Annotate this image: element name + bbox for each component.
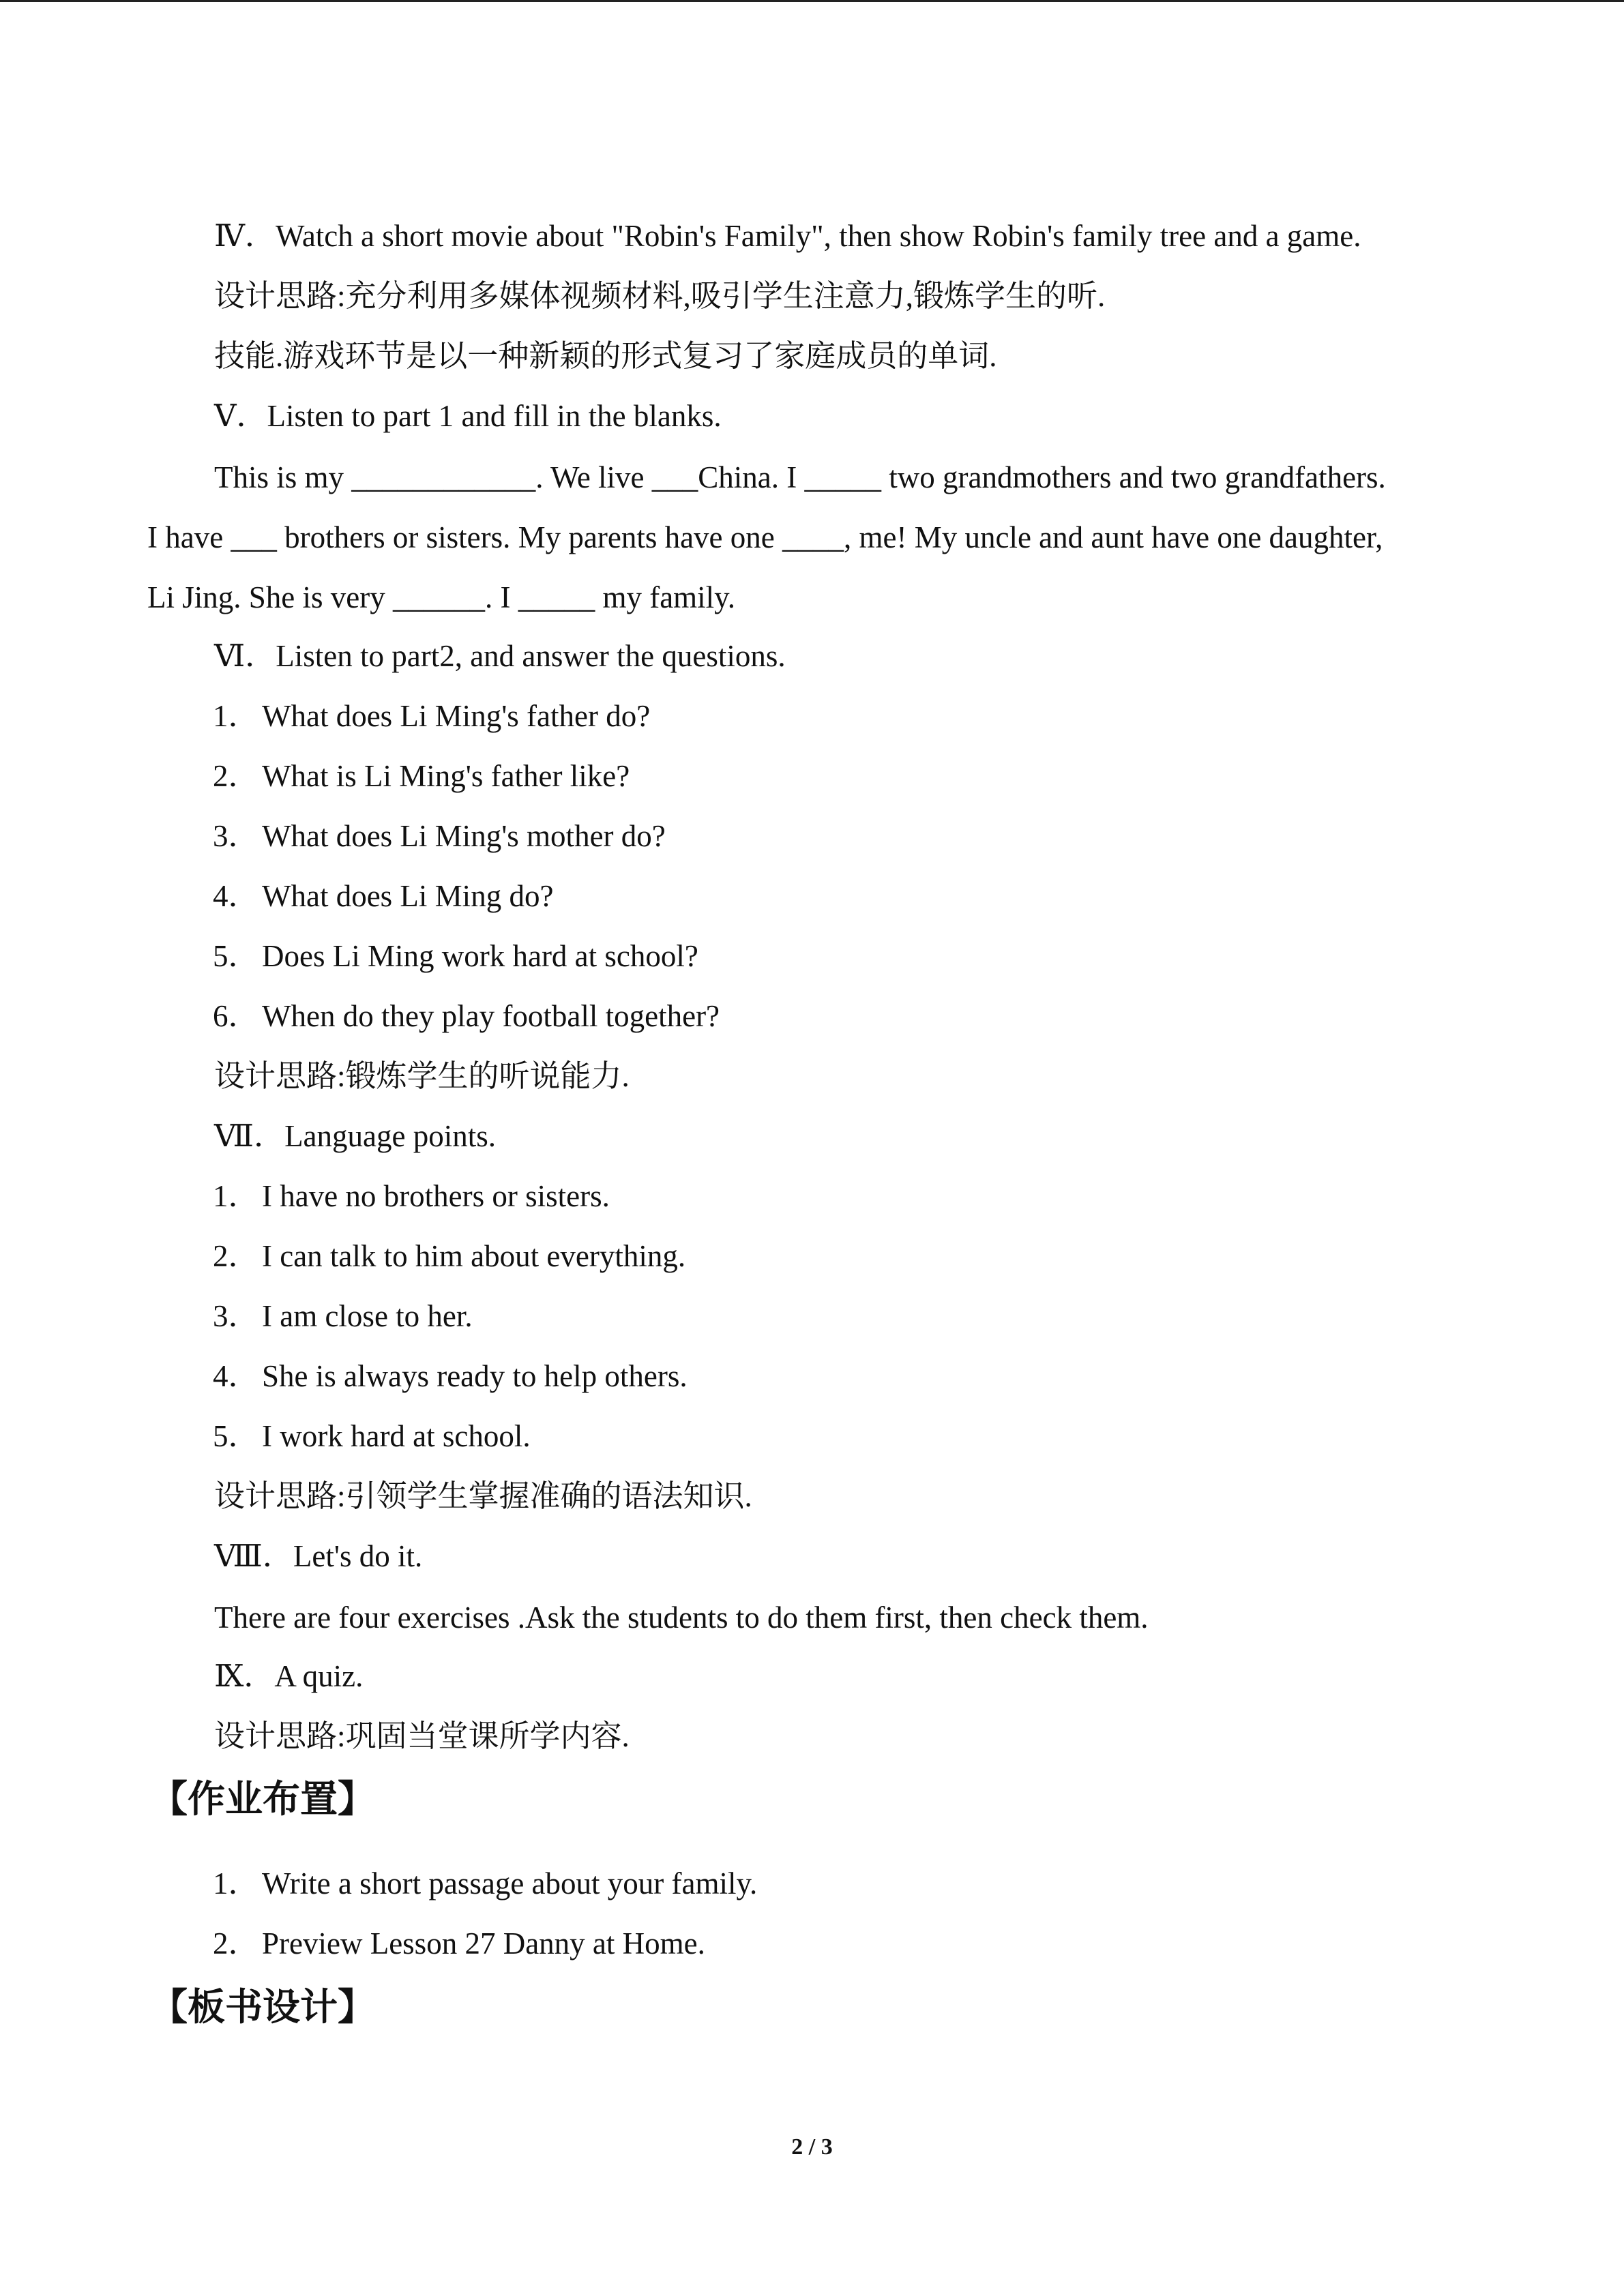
step-vi: Ⅵ．Listen to part2, and answer the questions.	[214, 639, 786, 673]
language-point-item: 1．I have no brothers or sisters.	[213, 1179, 610, 1213]
language-point-item: 4．She is always ready to help others.	[213, 1359, 688, 1393]
step-viii: Ⅷ．Let's do it.	[214, 1539, 423, 1573]
design-note-3: 设计思路:引领学生掌握准确的语法知识.	[214, 1479, 752, 1513]
homework-item: 1．Write a short passage about your family.	[213, 1866, 758, 1900]
design-note-4: 设计思路:巩固当堂课所学内容.	[214, 1719, 630, 1753]
fill-blank-line-3: Li Jing. She is very ______. I _____ my family.	[147, 580, 736, 614]
language-point-item: 5．I work hard at school.	[213, 1419, 531, 1453]
language-point-item: 3．I am close to her.	[213, 1299, 473, 1333]
board-design-heading: 【板书设计】	[150, 1985, 376, 2029]
question-item: 3．What does Li Ming's mother do?	[213, 819, 666, 853]
design-note-2: 设计思路:锻炼学生的听说能力.	[214, 1059, 630, 1093]
design-note-1-cont: 技能.游戏环节是以一种新颖的形式复习了家庭成员的单词.	[214, 339, 997, 373]
step-ix: Ⅸ．A quiz.	[214, 1659, 364, 1693]
exercise-instruction: There are four exercises .Ask the students to do them first, then check them.	[214, 1600, 1149, 1635]
step-v: Ⅴ．Listen to part 1 and fill in the blanks.	[214, 399, 722, 433]
question-item: 5．Does Li Ming work hard at school?	[213, 939, 698, 973]
homework-heading: 【作业布置】	[150, 1777, 376, 1821]
homework-item: 2．Preview Lesson 27 Danny at Home.	[213, 1926, 705, 1960]
language-point-item: 2．I can talk to him about everything.	[213, 1239, 686, 1273]
page-number: 2 / 3	[791, 2134, 833, 2160]
fill-blank-line-2: I have ___ brothers or sisters. My parents have one ____, me! My uncle and aunt have one daughter,	[147, 520, 1383, 554]
question-item: 1．What does Li Ming's father do?	[213, 699, 651, 733]
design-note-1: 设计思路:充分利用多媒体视频材料,吸引学生注意力,锻炼学生的听.	[214, 279, 1106, 313]
step-iv: Ⅳ．Watch a short movie about "Robin's Family", then show Robin's family tree and a game.	[214, 219, 1361, 253]
step-vii: Ⅶ．Language points.	[214, 1119, 496, 1153]
question-item: 4．What does Li Ming do?	[213, 879, 554, 913]
page-top-border	[0, 0, 1624, 2]
question-item: 6．When do they play football together?	[213, 999, 720, 1033]
fill-blank-line-1: This is my ____________. We live ___China. I _____ two grandmothers and two grandfathers.	[214, 460, 1386, 494]
question-item: 2．What is Li Ming's father like?	[213, 759, 630, 793]
